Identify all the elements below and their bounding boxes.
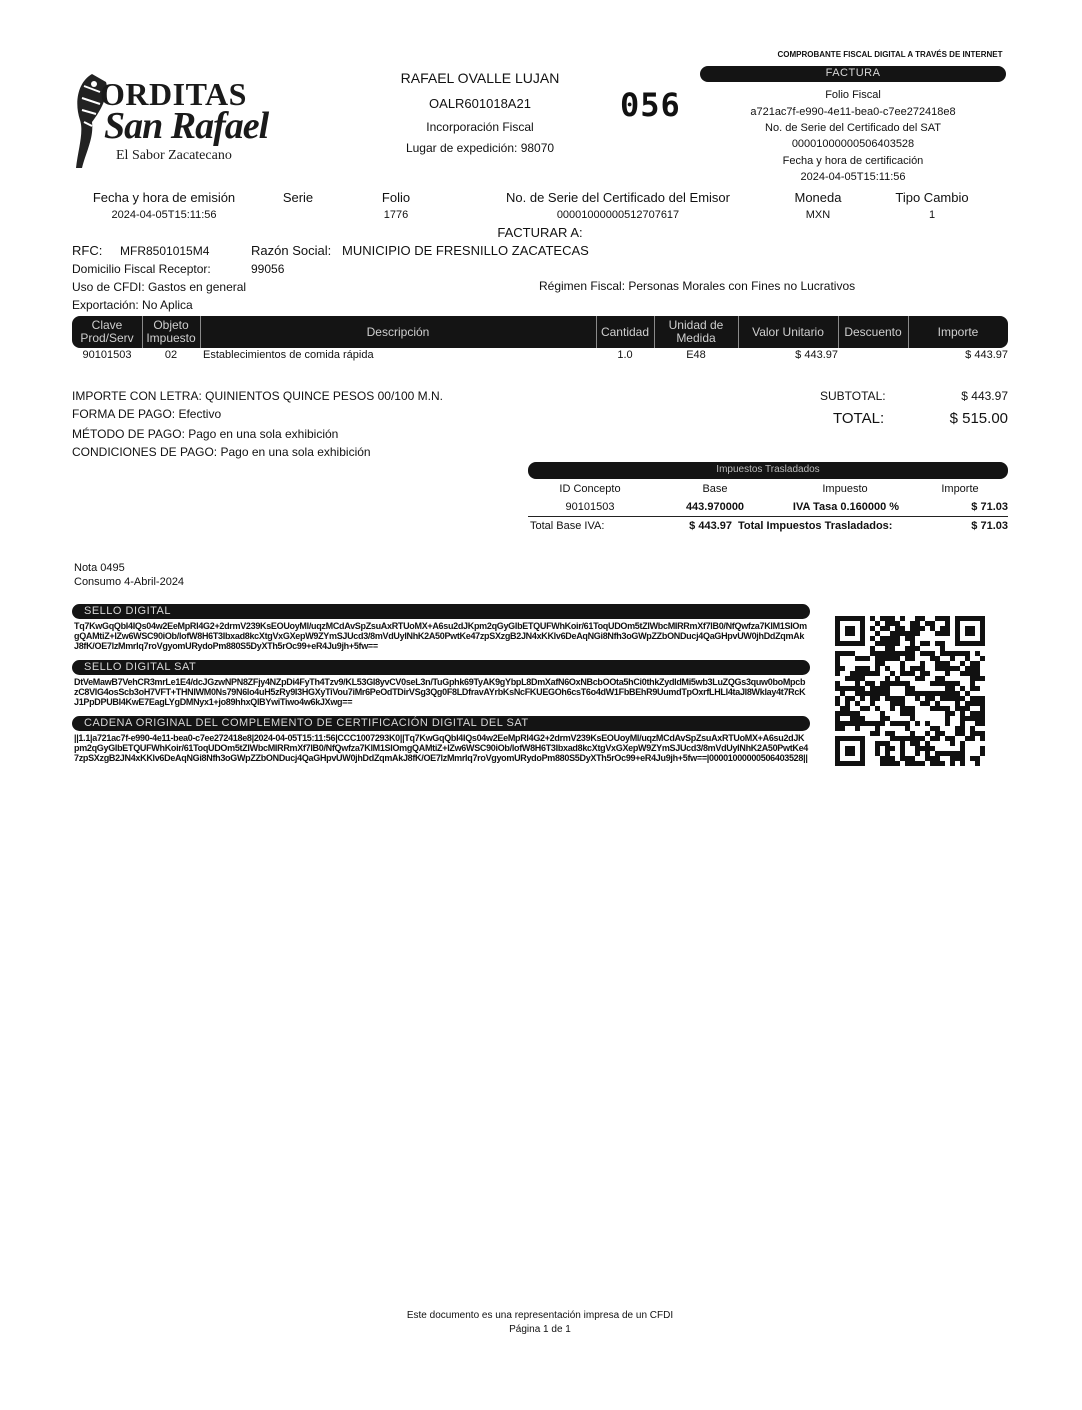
cert-emisor-value: 00001000000512707617 xyxy=(556,209,680,221)
condiciones-pago: CONDICIONES DE PAGO: Pago en una sola exhibición xyxy=(72,445,371,459)
uso-cfdi: Uso de CFDI: Gastos en general xyxy=(72,280,247,294)
tipo-cambio-label: Tipo Cambio xyxy=(895,190,969,205)
cadena-original: ||1.1|a721ac7f-e990-4e11-bea0-c7ee272418e8|2024-04-05T15:11:56|CCC1007293K0||Tq7KwGqQbI4IQs04w2EeMpRl4G2+2drmV239KsEOUoyMl/uqzMCdAvSpZsuAxRTUoMX+A6su2dJKpm2qGyGlbETQUFWhKoir/61ToqUDOm5tZlWbcMIRRmXf7lB0/NfQwfza7KlM1SIOmgQAMtiZ+lZw6WSC90iOb/lofW8H6T3Ibxad8kcXtgVxGXepW9ZYmSJUcd3/8mVdUyINhK2A50PwtKe47zpSXzgB2JN4xKKlv6DeAqNGi8Nfh3oGWpZZbONDucj4QaGHpvUW0jhDdZqmAkJ8fK/OE7lzMmrlq7roVgyomURydoPm880S5DyXTh5rOc99+eR4Ju9jh+5fw==|00001000000506403528|| xyxy=(74,733,809,763)
cert-emisor-label: No. de Serie del Certificado del Emisor xyxy=(506,190,730,205)
sello-digital: Tq7KwGqQbI4IQs04w2EeMpRl4G2+2drmV239KsEOUoyMl/uqzMCdAvSpZsuAxRTUoMX+A6su2dJKpm2qGyGlbETQUFWhKoir/61ToqUDOm5tZlWbcMIRRmXf7lB0/NfQwfza7KlM1SIOmgQAMtiZ+lZw6WSC90iOb/lofW8H6T3Ibxad8kcXtgVxGXepW9ZYmSJUcd3/8mVdUyINhK2A50PwtKe47zpSXzgB2JN4xKKlv6DeAqNGi8Nfh3oGWpZZbONDucj4QaGHpvUW0jhDdZqmAkJ8fK/OE7lzMmrlq7roVgyomURydoPm880S5DyXTh5rOc99+eR4Ju9jh+5fw== xyxy=(74,621,807,651)
cert-date: 2024-04-05T15:11:56 xyxy=(800,171,906,183)
total-tras-label: Total Impuestos Trasladados: xyxy=(738,520,893,532)
cell-cantidad: 1.0 xyxy=(617,349,633,361)
regimen-fiscal: Régimen Fiscal: Personas Morales con Fines no Lucrativos xyxy=(539,279,856,293)
total-base-label: Total Base IVA: xyxy=(530,520,605,532)
tax-concepto: 90101503 xyxy=(565,501,615,513)
footer-line1: Este documento es una representación impresa de un CFDI xyxy=(406,1310,674,1321)
taxes-title: Impuestos Trasladados xyxy=(716,464,820,475)
th-unidad: Unidad de Medida xyxy=(654,316,739,348)
cell-unidad: E48 xyxy=(686,349,706,361)
sello-sat: DtVeMawB7VehCR3mrLe1E4/dcJGzwNPN8ZFjy4NZpDi4FyTh4Tzv9/KL53Gl8yvCV0seL3n/TuGphk69TyAK9gYbpL8DmXafN6OxNBcbOOta5hCi0thkZydldMi5wb3LuZQGs3quw0boMpcbzC8VlG4osScb3oH7VFT+THNIWM0Ns79N6lo4uH5zRy9I3HGXyTiVou7iMr6PeOdTDirVSg3Qg0F8LDfravAYrbKsNcFKUEGOh6csT6o4dW1FbBEhR9UumdTpOxrfLHLl4taJl8Wklay4t7RcKJ1PpDPUBI4KwE7EagLYgDMNyx1+jo89hhxQlBYwiTiwo4w6kJXwg== xyxy=(74,677,806,707)
logo-line2: San Rafael xyxy=(104,105,269,147)
total-base-value: $ 443.97 xyxy=(689,520,732,532)
cell-valor: $ 443.97 xyxy=(795,349,838,361)
issuer-regime: Incorporación Fiscal xyxy=(426,120,534,134)
importe-letra: IMPORTE CON LETRA: QUINIENTOS QUINCE PESOS 00/100 M.N. xyxy=(72,389,443,403)
folio-value: 1776 xyxy=(383,209,409,221)
domicilio-label: Domicilio Fiscal Receptor: xyxy=(72,262,211,276)
folio-label: Folio xyxy=(381,190,411,205)
total-tras-value: $ 71.03 xyxy=(971,520,1008,532)
cell-clave: 90101503 xyxy=(82,349,132,361)
th-objeto: Objeto Impuesto xyxy=(142,316,201,348)
subtotal-value: $ 443.97 xyxy=(961,389,1008,403)
cell-objeto: 02 xyxy=(164,349,178,361)
folio-fiscal-label: Folio Fiscal xyxy=(825,89,881,101)
receptor-rfc: MFR8501015M4 xyxy=(120,244,210,258)
moneda-label: Moneda xyxy=(794,190,842,205)
serie-label: Serie xyxy=(282,190,314,205)
razon-social: MUNICIPIO DE FRESNILLO ZACATECAS xyxy=(342,243,589,258)
logo-line3: El Sabor Zacatecano xyxy=(116,148,232,163)
cell-importe: $ 443.97 xyxy=(965,349,1008,361)
cfdi-caption: COMPROBANTE FISCAL DIGITAL A TRAVÉS DE INTERNET xyxy=(777,50,1003,59)
tax-divider xyxy=(528,516,1008,517)
issuer-rfc: OALR601018A21 xyxy=(429,96,531,111)
qr-code-icon xyxy=(835,616,985,766)
metodo-pago: MÉTODO DE PAGO: Pago en una sola exhibición xyxy=(72,427,339,441)
th-clave: Clave Prod/Serv xyxy=(72,316,143,348)
domicilio-value: 99056 xyxy=(251,262,285,276)
issuer-place: Lugar de expedición: 98070 xyxy=(405,141,555,155)
cadena-bar: CADENA ORIGINAL DEL COMPLEMENTO DE CERTIFICACIÓN DIGITAL DEL SAT xyxy=(72,716,810,731)
th-descripcion: Descripción xyxy=(200,316,597,348)
folio-fiscal: a721ac7f-e990-4e11-bea0-c7ee272418e8 xyxy=(750,106,956,118)
cert-sat-number: 00001000000506403528 xyxy=(791,138,915,150)
cert-sat-label: No. de Serie del Certificado del SAT xyxy=(765,122,941,134)
th-descuento: Descuento xyxy=(838,316,909,348)
doc-type: FACTURA xyxy=(825,67,881,79)
th-valor: Valor Unitario xyxy=(738,316,839,348)
receptor-rfc-label: RFC: xyxy=(72,243,103,258)
tax-h-base: Base xyxy=(702,483,728,495)
forma-pago: FORMA DE PAGO: Efectivo xyxy=(72,407,222,421)
tax-h-concepto: ID Concepto xyxy=(559,483,621,495)
logo-line1: ORDITAS xyxy=(100,76,247,112)
total-label: TOTAL: xyxy=(833,410,885,427)
razon-social-label: Razón Social: xyxy=(251,243,332,258)
emision-label: Fecha y hora de emisión xyxy=(92,190,236,205)
subtotal-label: SUBTOTAL: xyxy=(820,389,886,403)
tax-importe: $ 71.03 xyxy=(971,501,1008,513)
tax-impuesto: IVA Tasa 0.160000 % xyxy=(792,501,900,513)
exportacion: Exportación: No Aplica xyxy=(72,298,193,312)
note-line1: Nota 0495 xyxy=(74,562,125,574)
tax-base: 443.970000 xyxy=(685,501,745,513)
note-line2: Consumo 4-Abril-2024 xyxy=(74,576,185,588)
total-value: $ 515.00 xyxy=(949,410,1008,427)
tax-h-impuesto: Impuesto xyxy=(822,483,868,495)
th-importe: Importe xyxy=(937,324,979,339)
cert-date-label: Fecha y hora de certificación xyxy=(782,155,924,167)
facturar-a-title: FACTURAR A: xyxy=(497,225,583,240)
moneda-value: MXN xyxy=(805,209,831,221)
th-cantidad: Cantidad xyxy=(596,316,655,348)
issuer-name: RAFAEL OVALLE LUJAN xyxy=(400,70,560,86)
tipo-cambio-value: 1 xyxy=(928,209,936,221)
tax-h-importe: Importe xyxy=(941,483,979,495)
footer-line2: Página 1 de 1 xyxy=(509,1324,571,1335)
sello-digital-bar: SELLO DIGITAL xyxy=(72,604,810,619)
handwritten-number: 056 xyxy=(620,86,681,124)
emision-date: 2024-04-05T15:11:56 xyxy=(111,209,217,221)
sello-sat-bar: SELLO DIGITAL SAT xyxy=(72,660,810,675)
company-logo xyxy=(70,72,270,172)
cell-descripcion: Establecimientos de comida rápida xyxy=(203,349,374,361)
